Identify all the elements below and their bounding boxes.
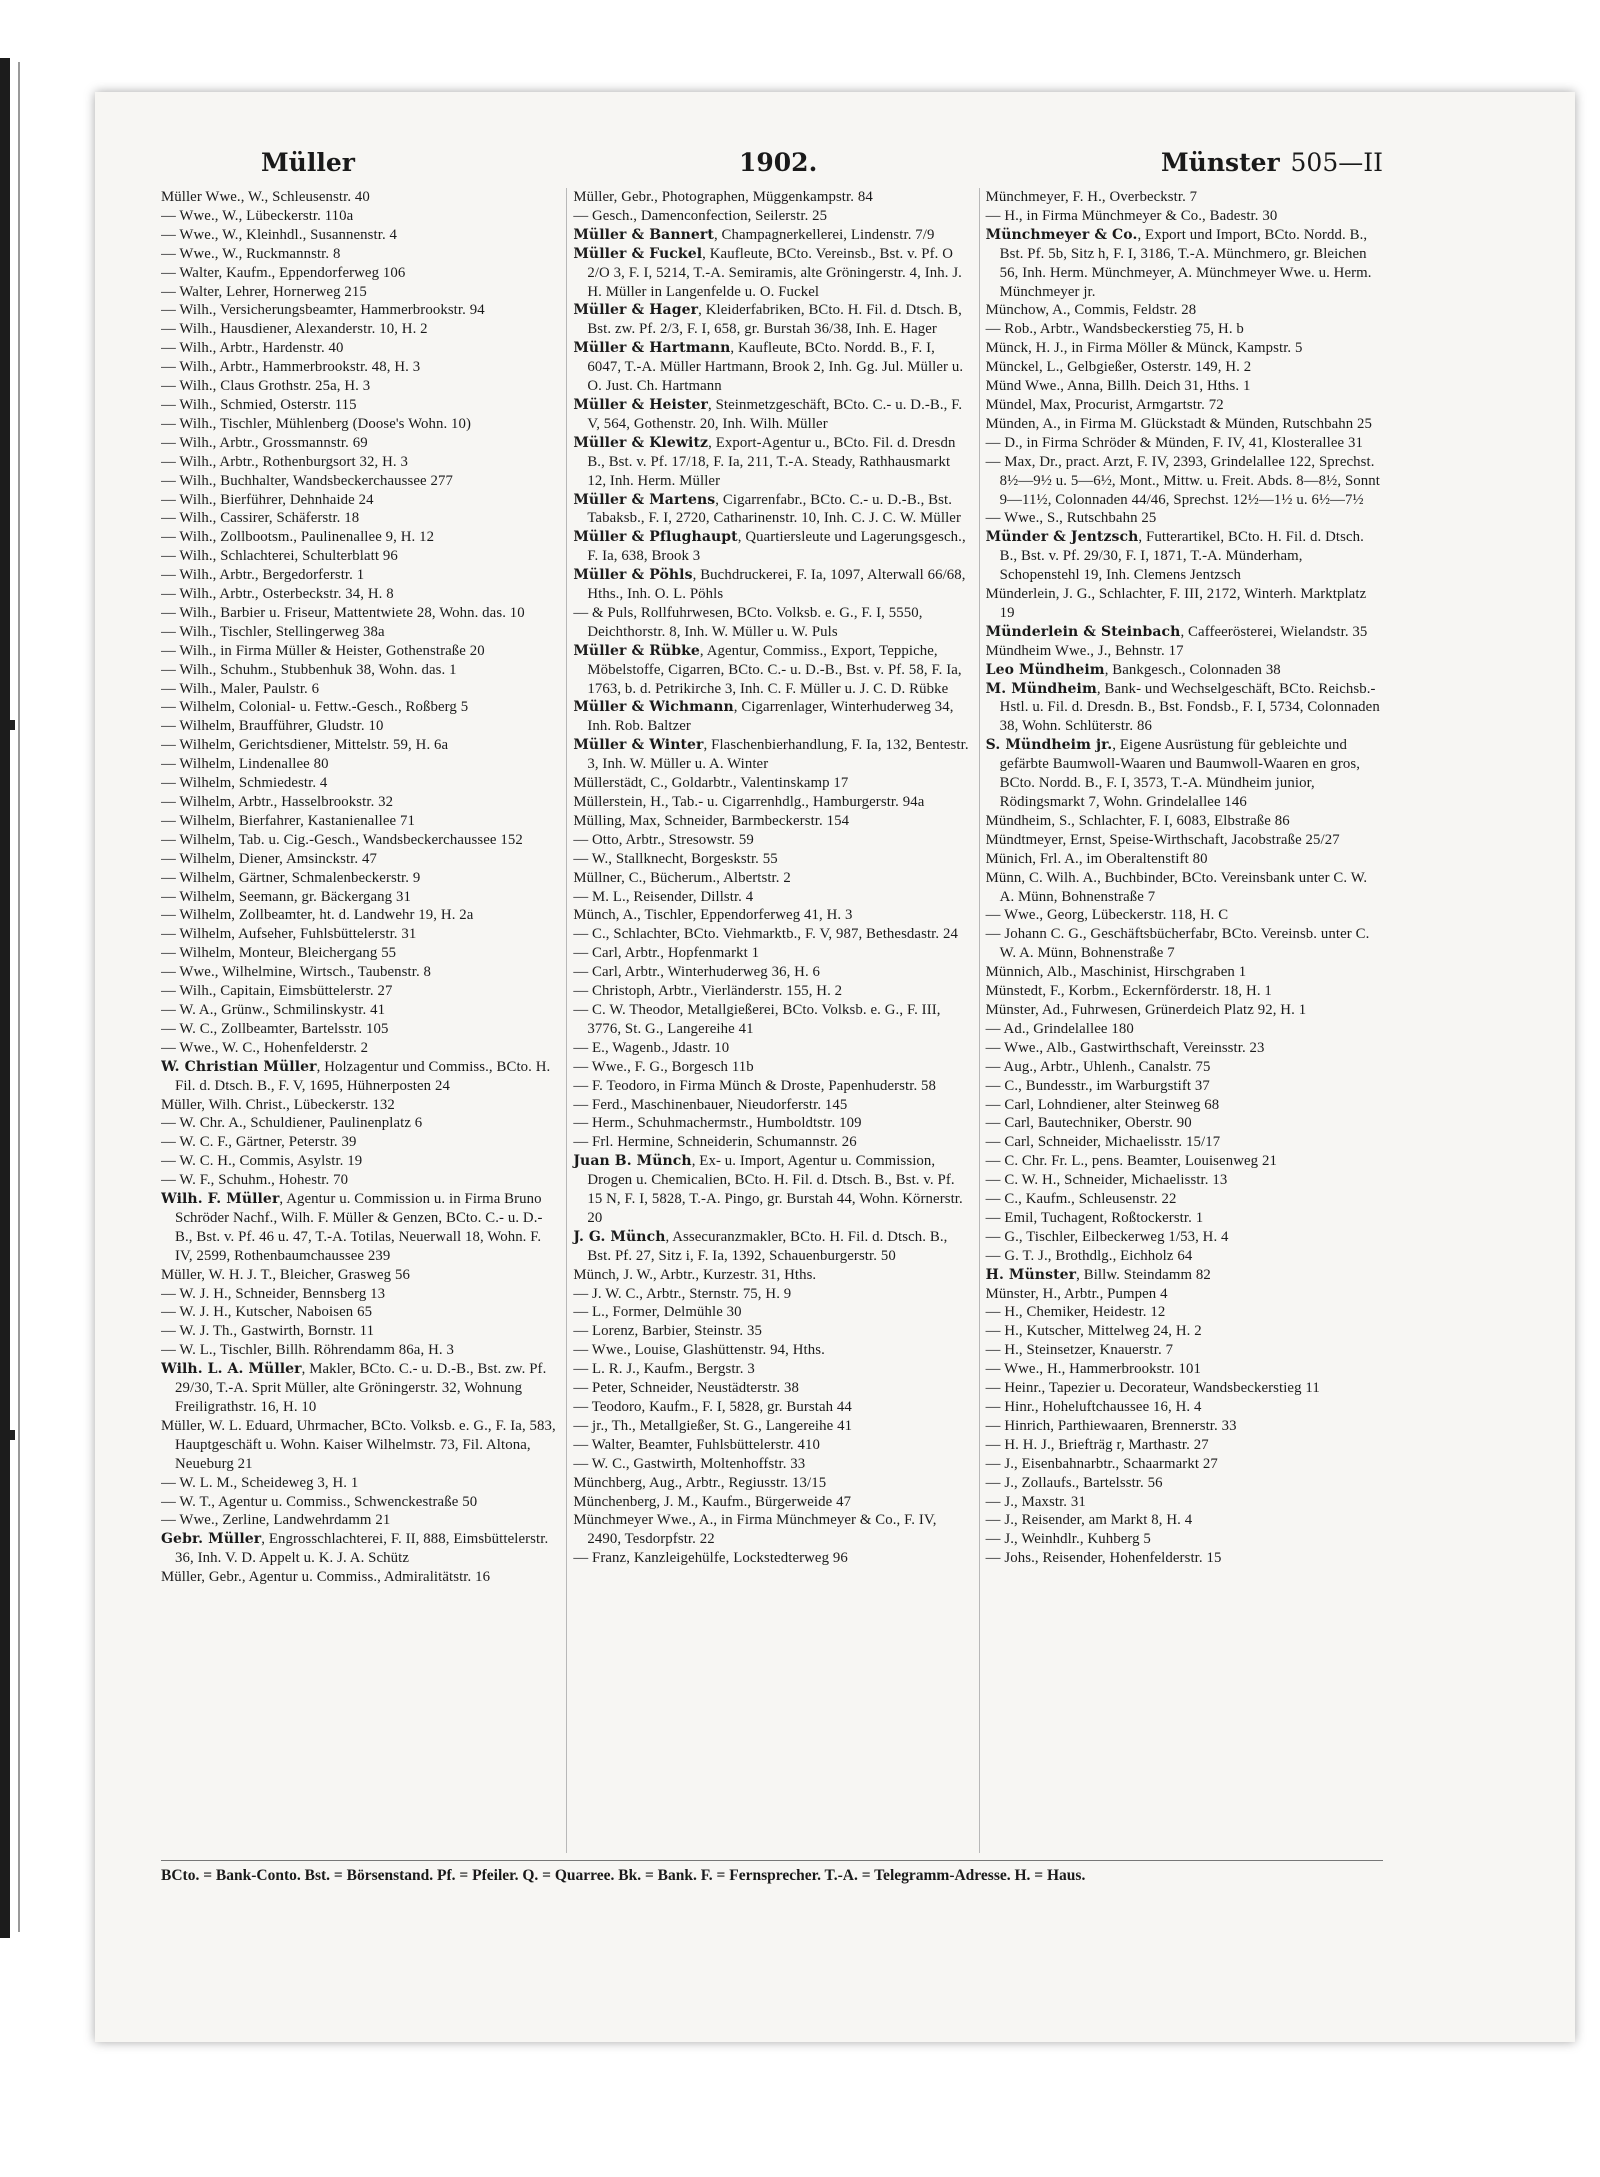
directory-entry: — Wwe., Alb., Gastwirthschaft, Vereinsstr. 23: [985, 1039, 1265, 1056]
scan-speck: [10, 720, 15, 730]
directory-entry: Müller & Winter, Flaschenbierhandlung, F. Ia, 132, Bentestr. 3, Inh. W. Müller u. A. Winter: [573, 737, 969, 773]
directory-entry: — Wwe., W., Ruckmannstr. 8: [161, 245, 341, 262]
directory-entry: H. Münster, Billw. Steindamm 82: [985, 1266, 1211, 1283]
directory-entry: Müller, Wilh. Christ., Lübeckerstr. 132: [161, 1096, 395, 1113]
directory-entry: Müller, Gebr., Photographen, Müggenkampstr. 84: [573, 189, 873, 205]
directory-entry: Müller, W. L. Eduard, Uhrmacher, BCto. Volksb. e. G., F. Ia, 583, Hauptgeschäft u. Wohn. Kaiser Wilhelmstr. 73, Fil. Altona, Neueburg 21: [161, 1417, 556, 1472]
directory-entry: — Wwe., Wilhelmine, Wirtsch., Taubenstr. 8: [161, 964, 432, 981]
directory-entry: — Lorenz, Barbier, Steinstr. 35: [573, 1323, 762, 1340]
directory-entry: Müller & Rübke, Agentur, Commiss., Export, Teppiche, Möbelstoffe, Cigarren, BCto. C.- u. D.-B., Bst. v. Pf. 58, F. Ia, 1763, b. d. Petrikirche 3, Inh. C. F. Müller u. J. C. D. Rübke: [573, 642, 962, 697]
directory-entry: — W. Chr. A., Schuldiener, Paulinenplatz 6: [161, 1115, 423, 1132]
directory-entry: — Walter, Kaufm., Eppendorferweg 106: [161, 264, 406, 281]
directory-entry: Münderlein & Steinbach, Caffeerösterei, Wielandstr. 35: [985, 623, 1368, 640]
directory-entry: — Peter, Schneider, Neustädterstr. 38: [573, 1380, 799, 1397]
directory-entry: — Teodoro, Kaufm., F. I, 5828, gr. Burstah 44: [573, 1399, 852, 1415]
directory-entry: — Heinr., Tapezier u. Decorateur, Wandsbeckerstieg 11: [985, 1380, 1320, 1397]
directory-entry: — Wilh., Claus Grothstr. 25a, H. 3: [161, 378, 371, 395]
directory-entry: Müllerstädt, C., Goldarbtr., Valentinskamp 17: [573, 775, 849, 792]
directory-entry: — Wilhelm, Seemann, gr. Bäckergang 31: [161, 888, 411, 905]
directory-entry: — W. L. M., Scheideweg 3, H. 1: [161, 1474, 359, 1491]
directory-entry: — F. Teodoro, in Firma Münch & Droste, Papenhuderstr. 58: [573, 1077, 937, 1094]
directory-entry: — H., in Firma Münchmeyer & Co., Badestr. 30: [985, 207, 1278, 224]
directory-entry: — Carl, Bautechniker, Oberstr. 90: [985, 1115, 1192, 1132]
directory-entry: — Johann C. G., Geschäftsbücherfabr, BCto. Vereinsb. unter C. W. A. Münn, Bohnenstraße 7: [985, 926, 1370, 962]
directory-entry: — Wwe., F. G., Borgesch 11b: [573, 1058, 754, 1075]
directory-entry: Mündheim, S., Schlachter, F. I, 6083, Elbstraße 86: [985, 812, 1290, 829]
directory-entry: — G. T. J., Brothdlg., Eichholz 64: [985, 1247, 1193, 1264]
directory-entry: Müller & Klewitz, Export-Agentur u., BCto. Fil. d. Dresdn B., Bst. v. Pf. 17/18, F. Ia, 211, T.-A. Steady, Rathhausmarkt 12, Inh. Herm. Müller: [573, 434, 956, 489]
directory-entry: — Wilhelm, Gerichtsdiener, Mittelstr. 59, H. 6a: [161, 737, 449, 754]
directory-entry: — J., Zollaufs., Bartelsstr. 56: [985, 1474, 1163, 1491]
directory-entry: — Wwe., W., Lübeckerstr. 110a: [161, 207, 354, 224]
directory-entry: Mündel, Max, Procurist, Armgartstr. 72: [985, 396, 1224, 413]
scan-edge-dark: [0, 58, 10, 1938]
directory-entry: — & Puls, Rollfuhrwesen, BCto. Volksb. e. G., F. I, 5550, Deichthorstr. 8, Inh. W. Müller u. W. Puls: [573, 604, 923, 640]
directory-entry: — Wilh., Arbtr., Rothenburgsort 32, H. 3: [161, 453, 409, 470]
directory-entry: — Wilh., Schmied, Osterstr. 115: [161, 396, 357, 413]
directory-entry: Müllerstein, H., Tab.- u. Cigarrenhdlg., Hamburgerstr. 94a: [573, 794, 925, 810]
directory-entry: Münd Wwe., Anna, Billh. Deich 31, Hths. 1: [985, 378, 1251, 395]
directory-entry: Gebr. Müller, Engrosschlachterei, F. II, 888, Eimsbüttelerstr. 36, Inh. V. D. Appelt u. K. J. A. Schütz: [161, 1531, 549, 1567]
directory-entry: Mündheim Wwe., J., Behnstr. 17: [985, 642, 1184, 659]
directory-entry: — Max, Dr., pract. Arzt, F. IV, 2393, Grindelallee 122, Sprechst. 8½—9½ u. 5—6½, Mont., Mittw. u. Freit. Abds. 8—8½, Sonnt 9—11½, Colonnaden 44/46, Sprechst. 12½—1½ u. 6½—7½: [985, 453, 1380, 508]
directory-entry: — Wilh., Cassirer, Schäferstr. 18: [161, 510, 360, 527]
directory-entry: — C. W. H., Schneider, Michaelisstr. 13: [985, 1172, 1228, 1189]
directory-entry: Münnich, Alb., Maschinist, Hirschgraben 1: [985, 964, 1247, 981]
directory-entry: — Wwe., H., Hammerbrookstr. 101: [985, 1361, 1201, 1378]
scan-speck: [10, 1430, 15, 1440]
directory-entry: — Wwe., W. C., Hohenfelderstr. 2: [161, 1039, 369, 1056]
directory-entry: — J., Weinhdlr., Kuhberg 5: [985, 1531, 1151, 1548]
directory-entry: — jr., Th., Metallgießer, St. G., Langereihe 41: [573, 1417, 853, 1434]
directory-entry: Münckel, L., Gelbgießer, Osterstr. 149, H. 2: [985, 359, 1252, 376]
directory-entry: — J., Reisender, am Markt 8, H. 4: [985, 1512, 1193, 1529]
directory-entry: — H. H. J., Briefträg r, Marthastr. 27: [985, 1436, 1209, 1453]
running-head-year: 1902.: [739, 148, 818, 177]
directory-entry: — Otto, Arbtr., Stresowstr. 59: [573, 831, 754, 848]
directory-entry: — Rob., Arbtr., Wandsbeckerstieg 75, H. b: [985, 321, 1244, 338]
directory-entry: — Wilhelm, Gärtner, Schmalenbeckerstr. 9: [161, 869, 421, 886]
directory-entry: — Wilhelm, Colonial- u. Fettw.-Gesch., Roßberg 5: [161, 699, 469, 716]
directory-entry: Wilh. L. A. Müller, Makler, BCto. C.- u. D.-B., Bst. zw. Pf. 29/30, T.-A. Sprit Müller, alte Gröningerstr. 32, Wohnung Freiligrathstr. 16, H. 10: [161, 1361, 547, 1415]
directory-entry: — Wilh., Schuhm., Stubbenhuk 38, Wohn. das. 1: [161, 661, 457, 678]
directory-entry: Münck, H. J., in Firma Möller & Münck, Kampstr. 5: [985, 340, 1303, 357]
directory-entry: Müller & Hager, Kleiderfabriken, BCto. H. Fil. d. Dtsch. B, Bst. zw. Pf. 2/3, F. I, 658, gr. Burstah 36/38, Inh. E. Hager: [573, 302, 962, 338]
directory-entry: — W. J. H., Kutscher, Naboisen 65: [161, 1304, 373, 1321]
directory-entry: Müller & Wichmann, Cigarrenlager, Winterhuderweg 34, Inh. Rob. Baltzer: [573, 699, 954, 735]
directory-entry: Münster, H., Arbtr., Pumpen 4: [985, 1285, 1168, 1302]
directory-entry: — Wilh., Arbtr., Hammerbrookstr. 48, H. 3: [161, 359, 421, 376]
directory-entry: — Wilh., Hausdiener, Alexanderstr. 10, H. 2: [161, 321, 428, 338]
directory-entry: — Wilh., Arbtr., Bergedorferstr. 1: [161, 567, 365, 584]
directory-entry: — Carl, Arbtr., Hopfenmarkt 1: [573, 945, 760, 962]
directory-entry: Münderlein, J. G., Schlachter, F. III, 2172, Winterh. Marktplatz 19: [985, 586, 1367, 621]
directory-entry: — Emil, Tuchagent, Roßtockerstr. 1: [985, 1209, 1204, 1226]
entry-column-2: [566, 188, 970, 1853]
directory-entry: — Wilhelm, Tab. u. Cig.-Gesch., Wandsbeckerchaussee 152: [161, 831, 523, 848]
directory-entry: — D., in Firma Schröder & Münden, F. IV, 41, Klosterallee 31: [985, 434, 1363, 451]
directory-entry: — Wilh., Arbtr., Osterbeckstr. 34, H. 8: [161, 586, 394, 603]
directory-entry: — W. C. H., Commis, Asylstr. 19: [161, 1153, 363, 1170]
directory-entry: Müllner, C., Bücherum., Albertstr. 2: [573, 869, 791, 886]
directory-entry: — Wilh., in Firma Müller & Heister, Gothenstraße 20: [161, 642, 485, 659]
directory-entry: — W. C. F., Gärtner, Peterstr. 39: [161, 1134, 357, 1151]
directory-entry: Münchmeyer Wwe., A., in Firma Münchmeyer & Co., F. IV, 2490, Tesdorpfstr. 22: [573, 1512, 937, 1548]
directory-entry: Müller & Bannert, Champagnerkellerei, Lindenstr. 7/9: [573, 226, 935, 243]
directory-entry: — Wilhelm, Arbtr., Hasselbrookstr. 32: [161, 794, 394, 810]
directory-entry: — Wilhelm, Monteur, Bleichergang 55: [161, 945, 397, 962]
directory-entry: — Ad., Grindelallee 180: [985, 1020, 1134, 1037]
directory-entry: — Wilhelm, Diener, Amsinckstr. 47: [161, 850, 377, 867]
directory-entry: — Wilh., Arbtr., Grossmannstr. 69: [161, 434, 368, 451]
directory-entry: — W. L., Tischler, Billh. Röhrendamm 86a, H. 3: [161, 1342, 454, 1359]
directory-entry: Müller & Fuckel, Kaufleute, BCto. Vereinsb., Bst. v. Pf. O 2/O 3, F. I, 5214, T.-A. Semiramis, alte Gröningerstr. 4, Inh. J. H. Müller in Langenfelde u. O. Fuckel: [573, 245, 962, 300]
entry-columns: [161, 188, 1383, 1853]
directory-entry: Müller & Pöhls, Buchdruckerei, F. Ia, 1097, Alterwall 66/68, Hths., Inh. O. L. Pöhls: [573, 567, 966, 603]
directory-entry: Juan B. Münch, Ex- u. Import, Agentur u. Commission, Drogen u. Chemicalien, BCto. H. Fil. d. Dtsch. B., Bst. v. Pf. 15 N, F. I, 5828, T.-A. Pingo, gr. Burstah 44, Wohn. Körnerstr. 20: [573, 1153, 963, 1226]
directory-entry: Müller & Heister, Steinmetzgeschäft, BCto. C.- u. D.-B., F. V, 564, Gothenstr. 20, Inh. Wilh. Müller: [573, 396, 963, 432]
directory-entry: Mülling, Max, Schneider, Barmbeckerstr. 154: [573, 812, 850, 829]
directory-entry: — E., Wagenb., Jdastr. 10: [573, 1039, 730, 1056]
directory-entry: — G., Tischler, Eilbeckerweg 1/53, H. 4: [985, 1228, 1229, 1245]
directory-entry: — H., Kutscher, Mittelweg 24, H. 2: [985, 1323, 1202, 1340]
directory-entry: — L., Former, Delmühle 30: [573, 1304, 742, 1321]
directory-entry: — Wilhelm, Bierfahrer, Kastanienallee 71: [161, 812, 415, 829]
directory-entry: Münder & Jentzsch, Futterartikel, BCto. H. Fil. d. Dtsch. B., Bst. v. Pf. 29/30, F. I, 1871, T.-A. Münderham, Schopenstehl 19, Inh. Clemens Jentzsch: [985, 529, 1364, 584]
directory-entry: Münchberg, Aug., Arbtr., Regiusstr. 13/15: [573, 1474, 827, 1491]
directory-entry: — W. J. H., Schneider, Bennsberg 13: [161, 1285, 386, 1302]
directory-entry: Münch, J. W., Arbtr., Kurzestr. 31, Hths.: [573, 1266, 817, 1283]
directory-entry: Münch, A., Tischler, Eppendorferweg 41, H. 3: [573, 907, 853, 924]
directory-entry: — C., Kaufm., Schleusenstr. 22: [985, 1191, 1177, 1208]
directory-entry: — Wwe., Louise, Glashüttenstr. 94, Hths.: [573, 1342, 825, 1359]
directory-entry: — Wilh., Arbtr., Hardenstr. 40: [161, 340, 344, 357]
directory-entry: — Hinr., Hoheluftchaussee 16, H. 4: [985, 1399, 1202, 1415]
directory-entry: Münchow, A., Commis, Feldstr. 28: [985, 302, 1197, 319]
directory-entry: — W. C., Zollbeamter, Bartelsstr. 105: [161, 1020, 389, 1037]
directory-entry: — Aug., Arbtr., Uhlenh., Canalstr. 75: [985, 1058, 1211, 1075]
directory-entry: Müller, Gebr., Agentur u. Commiss., Admiralitätstr. 16: [161, 1569, 491, 1586]
page-number: 505—II: [1290, 148, 1383, 177]
directory-entry: — Wilh., Barbier u. Friseur, Mattentwiete 28, Wohn. das. 10: [161, 604, 525, 621]
directory-page: [95, 92, 1575, 2042]
directory-entry: S. Mündheim jr., Eigene Ausrüstung für gebleichte und gefärbte Baumwoll-Waaren und Baumwoll-Waaren en gros, BCto. Nordd. B., F. I, 3573, T.-A. Mündheim junior, Rödingsmarkt 7, Wohn. Grindelallee 146: [985, 737, 1361, 810]
directory-entry: — C., Bundesstr., im Warburgstift 37: [985, 1077, 1210, 1094]
directory-entry: — Johs., Reisender, Hohenfelderstr. 15: [985, 1550, 1222, 1567]
directory-entry: — Christoph, Arbtr., Vierländerstr. 155, H. 2: [573, 983, 843, 1000]
directory-entry: W. Christian Müller, Holzagentur und Commiss., BCto. H. Fil. d. Dtsch. B., F. V, 1695, Hühnerposten 24: [161, 1058, 551, 1094]
abbreviation-key: BCto. = Bank-Conto. Bst. = Börsenstand. Pf. = Pfeiler. Q. = Quarree. Bk. = Bank. F. = Fernsprecher. T.-A. = Telegramm-Adresse. H. = Haus.: [161, 1860, 1383, 1885]
directory-entry: — L. R. J., Kaufm., Bergstr. 3: [573, 1361, 755, 1378]
directory-entry: — H., Steinsetzer, Knauerstr. 7: [985, 1342, 1174, 1359]
directory-entry: Münchmeyer, F. H., Overbeckstr. 7: [985, 189, 1198, 205]
directory-entry: Leo Mündheim, Bankgesch., Colonnaden 38: [985, 661, 1281, 678]
directory-entry: Müller & Martens, Cigarrenfabr., BCto. C.- u. D.-B., Bst. Tabaksb., F. I, 2720, Catharinenstr. 10, Inh. C. J. C. W. Müller: [573, 491, 961, 527]
directory-entry: — Wilh., Zollbootsm., Paulinenallee 9, H. 12: [161, 529, 435, 546]
directory-entry: Mündtmeyer, Ernst, Speise-Wirthschaft, Jacobstraße 25/27: [985, 831, 1340, 848]
directory-entry: — C. W. Theodor, Metallgießerei, BCto. Volksb. e. G., F. III, 3776, St. G., Langereihe 41: [573, 1001, 941, 1037]
directory-entry: — Walter, Lehrer, Hornerweg 215: [161, 283, 367, 300]
directory-entry: — Wilhelm, Lindenallee 80: [161, 756, 329, 773]
directory-entry: — M. L., Reisender, Dillstr. 4: [573, 888, 754, 905]
directory-entry: — Wilh., Versicherungsbeamter, Hammerbrookstr. 94: [161, 302, 485, 319]
directory-entry: — Wwe., Georg, Lübeckerstr. 118, H. C: [985, 907, 1229, 924]
directory-entry: — W. J. Th., Gastwirth, Bornstr. 11: [161, 1323, 375, 1340]
directory-entry: — W. T., Agentur u. Commiss., Schwenckestraße 50: [161, 1493, 478, 1510]
directory-entry: Wilh. F. Müller, Agentur u. Commission u. in Firma Bruno Schröder Nachf., Wilh. F. Müller & Genzen, BCto. C.- u. D.-B., Bst. v. Pf. 46 u. 47, T.-A. Totilas, Neuerwall 18, Wohn. F. IV, 2599, Rothenbaumchaussee 239: [161, 1191, 543, 1264]
directory-entry: — Wilh., Buchhalter, Wandsbeckerchaussee 277: [161, 472, 453, 489]
directory-entry: Münn, C. Wilh. A., Buchbinder, BCto. Vereinsbank unter C. W. A. Münn, Bohnenstraße 7: [985, 869, 1368, 905]
directory-entry: — Wilh., Bierführer, Dehnhaide 24: [161, 491, 374, 508]
directory-entry: — Frl. Hermine, Schneiderin, Schumannstr. 26: [573, 1134, 857, 1151]
directory-entry: — Wilhelm, Zollbeamter, ht. d. Landwehr 19, H. 2a: [161, 907, 474, 924]
directory-entry: — J. W. C., Arbtr., Sternstr. 75, H. 9: [573, 1285, 792, 1302]
directory-entry: — W. F., Schuhm., Hohestr. 70: [161, 1172, 349, 1189]
scan-edge-line: [18, 62, 20, 1932]
directory-entry: — Herm., Schuhmachermstr., Humboldtstr. 109: [573, 1115, 862, 1132]
directory-entry: — Wilh., Schlachterei, Schulterblatt 96: [161, 548, 398, 565]
running-head-left: Müller: [261, 148, 355, 177]
directory-entry: — Wilh., Maler, Paulstr. 6: [161, 680, 320, 697]
directory-entry: — J., Maxstr. 31: [985, 1493, 1086, 1510]
running-head-right: Münster: [1161, 148, 1280, 177]
directory-entry: — W. C., Gastwirth, Moltenhoffstr. 33: [573, 1455, 806, 1472]
running-head: [161, 142, 1383, 182]
directory-entry: — Gesch., Damenconfection, Seilerstr. 25: [573, 207, 828, 224]
directory-entry: — C. Chr. Fr. L., pens. Beamter, Louisenweg 21: [985, 1153, 1277, 1170]
directory-entry: — Walter, Beamter, Fuhlsbüttelerstr. 410: [573, 1436, 821, 1453]
directory-entry: — Franz, Kanzleigehülfe, Lockstedterweg 96: [573, 1550, 848, 1567]
directory-entry: — C., Schlachter, BCto. Viehmarktb., F. V, 987, Bethesdastr. 24: [573, 926, 958, 943]
directory-entry: Münstedt, F., Korbm., Eckernförderstr. 18, H. 1: [985, 983, 1272, 1000]
directory-entry: — H., Chemiker, Heidestr. 12: [985, 1304, 1166, 1321]
directory-entry: — Carl, Lohndiener, alter Steinweg 68: [985, 1096, 1220, 1113]
directory-entry: — Wwe., Zerline, Landwehrdamm 21: [161, 1512, 391, 1529]
directory-entry: — W. A., Grünw., Schmilinskystr. 41: [161, 1001, 386, 1018]
entry-column-3: [979, 188, 1383, 1853]
directory-entry: — Wilhelm, Aufseher, Fuhlsbüttelerstr. 31: [161, 926, 417, 943]
directory-entry: — Hinrich, Parthiewaaren, Brennerstr. 33: [985, 1417, 1237, 1434]
directory-entry: — Wwe., W., Kleinhdl., Susannenstr. 4: [161, 226, 398, 243]
directory-entry: Münden, A., in Firma M. Glückstadt & Münden, Rutschbahn 25: [985, 415, 1373, 432]
directory-entry: Münich, Frl. A., im Oberaltenstift 80: [985, 850, 1208, 867]
directory-entry: Müller & Pflughaupt, Quartiersleute und Lagerungsgesch., F. Ia, 638, Brook 3: [573, 529, 966, 565]
directory-entry: Müller Wwe., W., Schleusenstr. 40: [161, 189, 370, 205]
directory-entry: M. Mündheim, Bank- und Wechselgeschäft, BCto. Reichsb.-Hstl. u. Fil. d. Dresdn. B., Bst. Fondsb., F. I, 5734, Colonnaden 38, Wohn. Schlüterstr. 86: [985, 680, 1380, 735]
directory-entry: Münchmeyer & Co., Export und Import, BCto. Nordd. B., Bst. Pf. 5b, Sitz h, F. I, 3186, T.-A. Münchmero, gr. Bleichen 56, Inh. Herm. Münchmeyer, A. Münchmeyer Wwe. u. Herm. Münchmeyer jr.: [985, 226, 1372, 300]
directory-entry: Müller, W. H. J. T., Bleicher, Grasweg 56: [161, 1266, 410, 1283]
directory-entry: — Wilhelm, Braufführer, Gludstr. 10: [161, 718, 384, 735]
directory-entry: Müller & Hartmann, Kaufleute, BCto. Nordd. B., F. I, 6047, T.-A. Müller Hartmann, Brook 2, Inh. Gg. Jul. Müller u. O. Just. Ch. Hartmann: [573, 340, 964, 395]
directory-entry: — Wilh., Tischler, Stellingerweg 38a: [161, 623, 385, 640]
directory-entry: — J., Eisenbahnarbtr., Schaarmarkt 27: [985, 1455, 1218, 1472]
directory-entry: Münster, Ad., Fuhrwesen, Grünerdeich Platz 92, H. 1: [985, 1001, 1307, 1018]
directory-entry: — Carl, Arbtr., Winterhuderweg 36, H. 6: [573, 964, 821, 981]
directory-entry: — Wilhelm, Schmiedestr. 4: [161, 775, 328, 792]
directory-entry: — Ferd., Maschinenbauer, Nieudorferstr. 145: [573, 1096, 848, 1113]
directory-entry: — W., Stallknecht, Borgeskstr. 55: [573, 850, 778, 867]
entry-column-1: [161, 188, 558, 1853]
directory-entry: J. G. Münch, Assecuranzmakler, BCto. H. Fil. d. Dtsch. B., Bst. Pf. 27, Sitz i, F. Ia, 1392, Schauenburgerstr. 50: [573, 1228, 948, 1264]
directory-entry: — Wilh., Tischler, Mühlenberg (Doose's Wohn. 10): [161, 415, 472, 432]
directory-entry: — Carl, Schneider, Michaelisstr. 15/17: [985, 1134, 1221, 1151]
directory-entry: — Wilh., Capitain, Eimsbüttelerstr. 27: [161, 983, 393, 1000]
directory-entry: Münchenberg, J. M., Kaufm., Bürgerweide 47: [573, 1493, 852, 1510]
directory-entry: — Wwe., S., Rutschbahn 25: [985, 510, 1157, 527]
